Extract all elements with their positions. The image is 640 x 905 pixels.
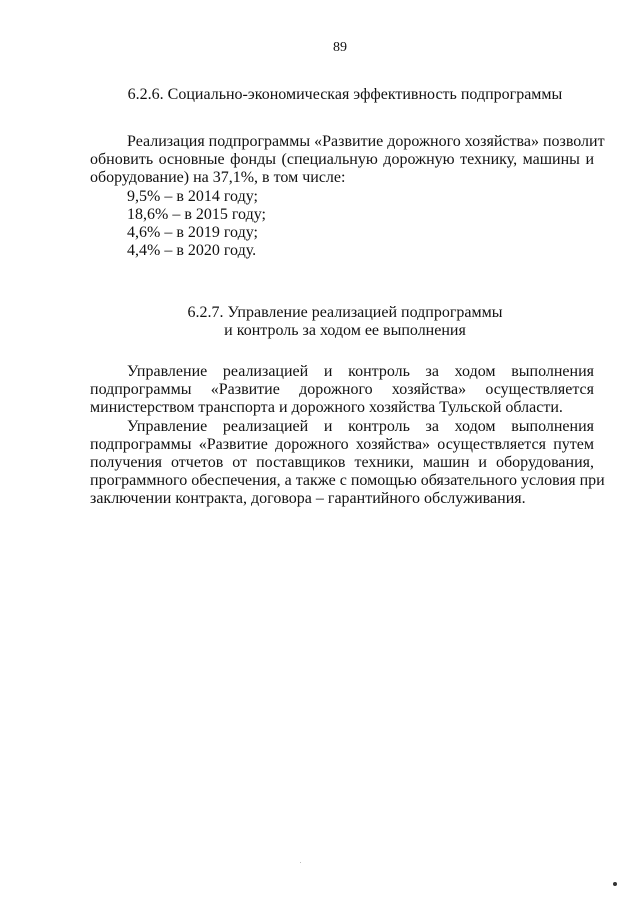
paragraph-line: программного обеспечения, а также с помощью обязательного условия при xyxy=(90,472,605,489)
heading-line: 6.2.7. Управление реализацией подпрограммы xyxy=(187,304,503,321)
paragraph-efficiency xyxy=(90,133,605,187)
paragraph-management-1 xyxy=(90,363,594,417)
list-item: 4,4% – в 2020 году. xyxy=(127,242,257,259)
paragraph-line: Реализация подпрограммы «Развитие дорожного хозяйства» позволит xyxy=(127,133,605,150)
list-item: 18,6% – в 2015 году; xyxy=(127,206,266,223)
list-item: 4,6% – в 2019 году; xyxy=(127,224,258,241)
paragraph-line: обновить основные фонды (специальную дорожную технику, машины и xyxy=(90,151,594,168)
paragraph-line: заключении контракта, договора – гарантийного обслуживания. xyxy=(90,490,526,507)
paragraph-line: министерством транспорта и дорожного хозяйства Тульской области. xyxy=(90,399,563,416)
paragraph-line: подпрограммы «Развитие дорожного хозяйства» осуществляется путем xyxy=(90,436,594,453)
paragraph-line: оборудование) на 37,1%, в том числе: xyxy=(90,169,346,186)
paragraph-line: Управление реализацией и контроль за ходом выполнения xyxy=(127,363,594,380)
heading-line: и контроль за ходом ее выполнения xyxy=(224,322,466,339)
section-heading-6-2-6: 6.2.6. Социально-экономическая эффективность подпрограммы xyxy=(127,86,563,103)
list-item: 9,5% – в 2014 году; xyxy=(127,188,258,205)
scan-artifact xyxy=(300,862,301,863)
paragraph-management-2 xyxy=(90,418,605,508)
paragraph-line: получения отчетов от поставщиков техники, машин и оборудования, xyxy=(90,454,594,471)
section-heading-6-2-7 xyxy=(90,304,600,340)
paragraph-line: подпрограммы «Развитие дорожного хозяйства» осуществляется xyxy=(90,381,594,398)
scan-mark xyxy=(613,882,617,886)
yearly-percent-list xyxy=(127,188,266,260)
page-number: 89 xyxy=(333,40,347,55)
paragraph-line: Управление реализацией и контроль за ходом выполнения xyxy=(127,418,594,435)
